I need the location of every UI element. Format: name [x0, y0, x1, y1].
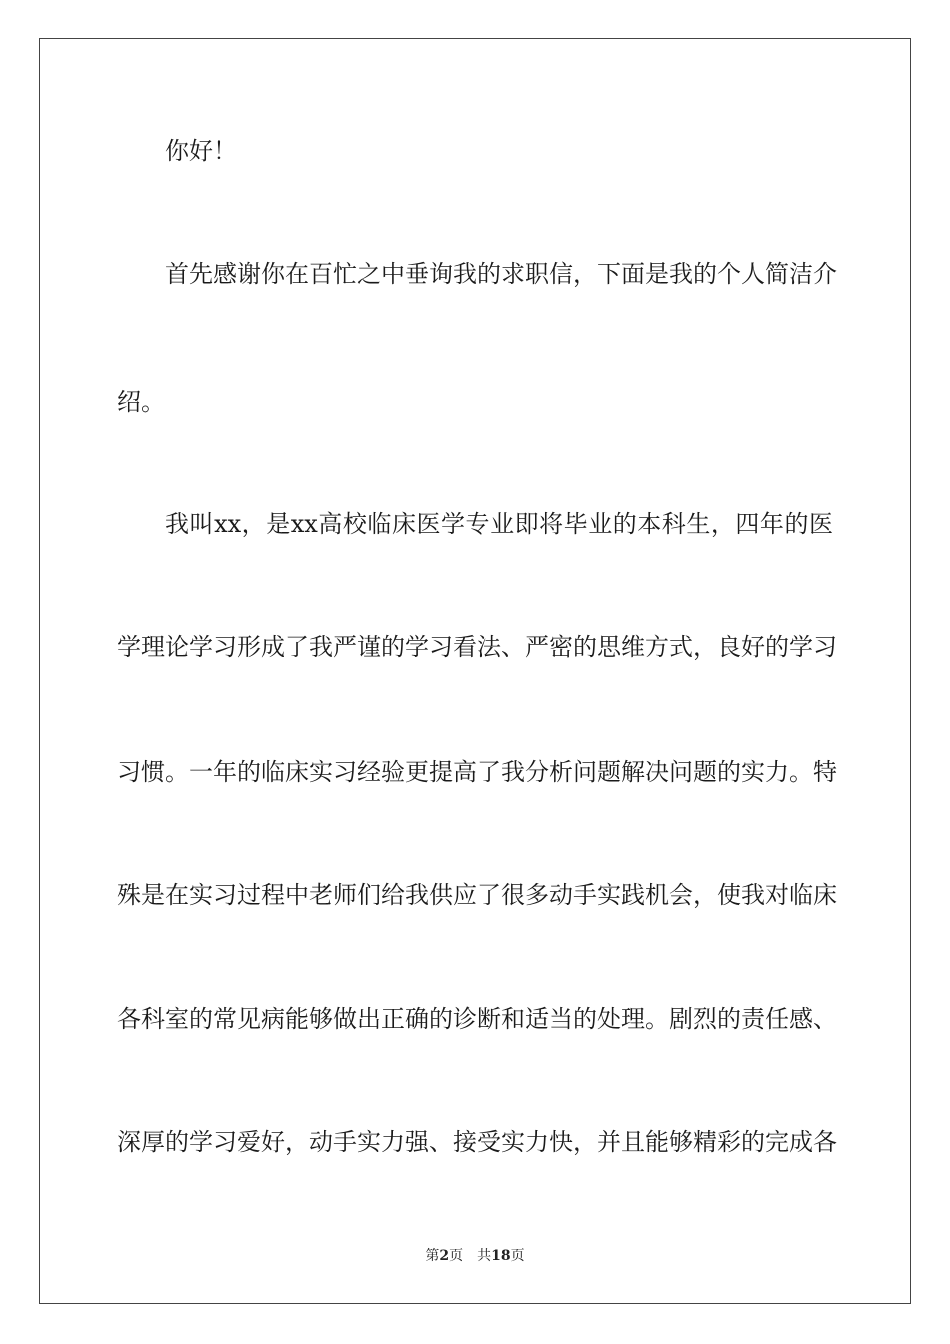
- body-line-7: 各科室的常见病能够做出正确的诊断和适当的处理。剧烈的责任感、: [117, 1005, 837, 1033]
- page-prefix: 第: [425, 1248, 440, 1264]
- body-line-3: 我叫xx，是xx高校临床医学专业即将毕业的本科生，四年的医: [165, 510, 833, 538]
- page-footer: [0, 1245, 950, 1265]
- page-suffix: 页: [449, 1248, 464, 1264]
- body-line-1: 首先感谢你在百忙之中垂询我的求职信，下面是我的个人简洁介: [165, 260, 837, 288]
- body-line-4: 学理论学习形成了我严谨的学习看法、严密的思维方式，良好的学习: [117, 633, 837, 661]
- total-suffix: 页: [510, 1248, 525, 1264]
- total-prefix: 共: [477, 1248, 492, 1264]
- body-line-6: 殊是在实习过程中老师们给我供应了很多动手实践机会，使我对临床: [117, 881, 837, 909]
- page-number: 2: [439, 1248, 450, 1264]
- greeting-line: 你好！: [165, 137, 237, 165]
- total-pages: 18: [491, 1248, 511, 1264]
- body-line-5: 习惯。一年的临床实习经验更提高了我分析问题解决问题的实力。特: [117, 758, 837, 786]
- page-border: [39, 38, 911, 1304]
- body-line-2: 绍。: [117, 388, 165, 416]
- body-line-8: 深厚的学习爱好，动手实力强、接受实力快，并且能够精彩的完成各: [117, 1128, 837, 1156]
